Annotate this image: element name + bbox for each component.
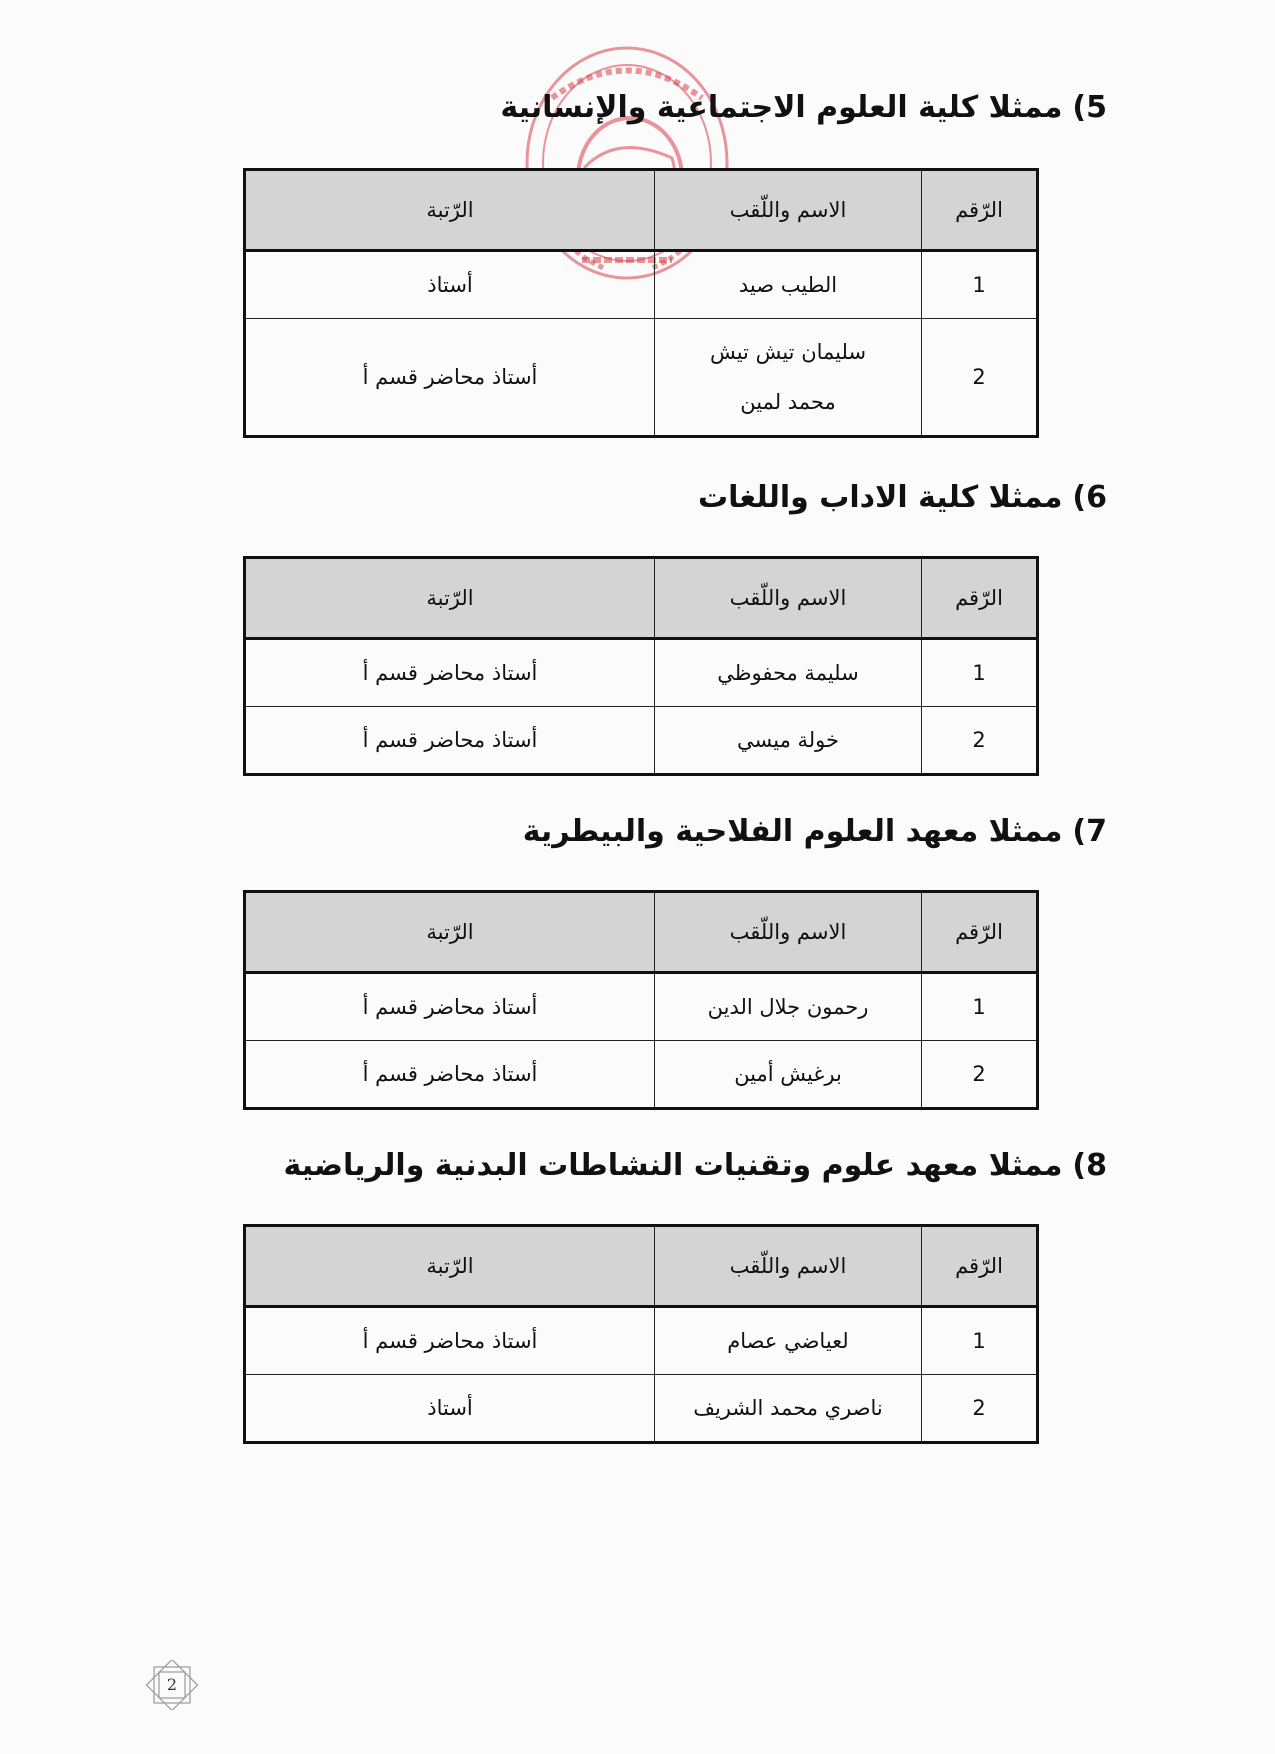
table-row bbox=[245, 251, 1038, 319]
row-number: 2 bbox=[922, 319, 1038, 437]
column-header-number: الرّقم bbox=[922, 892, 1038, 973]
section-title: ممثلا كلية العلوم الاجتماعية والإنسانية bbox=[500, 90, 1063, 125]
column-header-name: الاسم واللّقب bbox=[655, 170, 922, 251]
table-row bbox=[245, 319, 1038, 437]
section-number: 5) bbox=[1072, 90, 1107, 125]
row-number: 2 bbox=[922, 1375, 1038, 1443]
section-number: 7) bbox=[1072, 814, 1107, 849]
row-number: 2 bbox=[922, 1041, 1038, 1109]
section-heading-8 bbox=[284, 1146, 1107, 1186]
row-number: 1 bbox=[922, 251, 1038, 319]
table-row bbox=[245, 639, 1038, 707]
representatives-table-7 bbox=[243, 890, 1039, 1110]
row-number: 1 bbox=[922, 973, 1038, 1041]
representatives-table-8 bbox=[243, 1224, 1039, 1444]
table-header-row bbox=[245, 170, 1038, 251]
table-header-row bbox=[245, 1226, 1038, 1307]
row-name-line: محمد لمين bbox=[740, 390, 836, 414]
row-number: 1 bbox=[922, 639, 1038, 707]
row-name bbox=[655, 319, 922, 437]
row-number: 1 bbox=[922, 1307, 1038, 1375]
row-rank: أستاذ محاضر قسم أ bbox=[245, 319, 655, 437]
row-name: الطيب صيد bbox=[655, 251, 922, 319]
table-row bbox=[245, 1307, 1038, 1375]
section-heading-6 bbox=[698, 478, 1107, 518]
column-header-rank: الرّتبة bbox=[245, 558, 655, 639]
column-header-rank: الرّتبة bbox=[245, 170, 655, 251]
table-row bbox=[245, 1041, 1038, 1109]
table-header-row bbox=[245, 892, 1038, 973]
section-heading-7 bbox=[523, 812, 1107, 852]
page-number: 2 bbox=[166, 1675, 178, 1694]
row-rank: أستاذ محاضر قسم أ bbox=[245, 707, 655, 775]
row-name: برغيش أمين bbox=[655, 1041, 922, 1109]
section-number: 6) bbox=[1072, 480, 1107, 515]
row-name: لعياضي عصام bbox=[655, 1307, 922, 1375]
column-header-rank: الرّتبة bbox=[245, 1226, 655, 1307]
row-name: سليمة محفوظي bbox=[655, 639, 922, 707]
row-rank: أستاذ محاضر قسم أ bbox=[245, 1307, 655, 1375]
row-number: 2 bbox=[922, 707, 1038, 775]
page-number-box bbox=[140, 1660, 204, 1710]
section-number: 8) bbox=[1072, 1148, 1107, 1183]
column-header-number: الرّقم bbox=[922, 1226, 1038, 1307]
representatives-table-5 bbox=[243, 168, 1039, 438]
section-title: ممثلا معهد العلوم الفلاحية والبيطرية bbox=[522, 814, 1063, 849]
section-title: ممثلا معهد علوم وتقنيات النشاطات البدنية والرياضية bbox=[283, 1148, 1063, 1183]
section-title: ممثلا كلية الاداب واللغات bbox=[697, 480, 1063, 515]
row-rank: أستاذ محاضر قسم أ bbox=[245, 973, 655, 1041]
row-name-line: سليمان تيش تيش bbox=[709, 340, 867, 364]
column-header-rank: الرّتبة bbox=[245, 892, 655, 973]
table-row bbox=[245, 707, 1038, 775]
row-rank: أستاذ bbox=[245, 1375, 655, 1443]
row-rank: أستاذ محاضر قسم أ bbox=[245, 1041, 655, 1109]
row-rank: أستاذ bbox=[245, 251, 655, 319]
table-header-row bbox=[245, 558, 1038, 639]
table-row bbox=[245, 973, 1038, 1041]
column-header-number: الرّقم bbox=[922, 170, 1038, 251]
column-header-number: الرّقم bbox=[922, 558, 1038, 639]
column-header-name: الاسم واللّقب bbox=[655, 558, 922, 639]
row-name: رحمون جلال الدين bbox=[655, 973, 922, 1041]
column-header-name: الاسم واللّقب bbox=[655, 892, 922, 973]
row-rank: أستاذ محاضر قسم أ bbox=[245, 639, 655, 707]
column-header-name: الاسم واللّقب bbox=[655, 1226, 922, 1307]
row-name: ناصري محمد الشريف bbox=[655, 1375, 922, 1443]
representatives-table-6 bbox=[243, 556, 1039, 776]
table-row bbox=[245, 1375, 1038, 1443]
row-name: خولة ميسي bbox=[655, 707, 922, 775]
section-heading-5 bbox=[500, 88, 1107, 128]
